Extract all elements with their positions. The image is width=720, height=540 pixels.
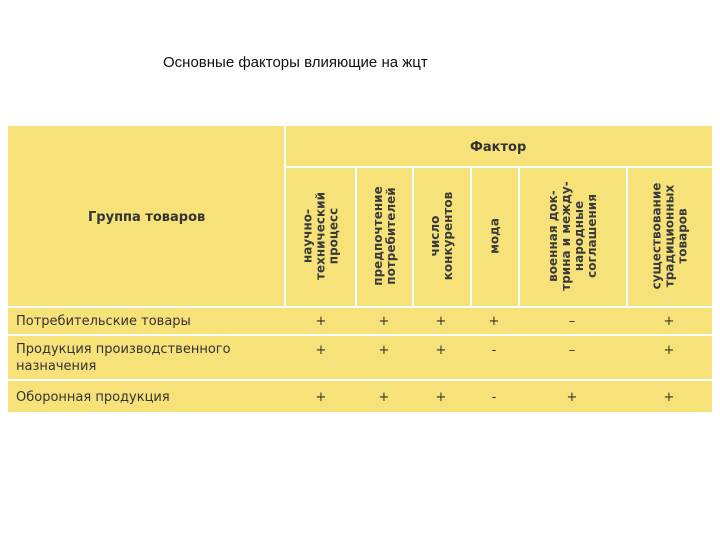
factor-header-cell (472, 166, 518, 306)
factor-mark: + (378, 390, 390, 405)
factor-header: Фактор (470, 140, 527, 155)
factor-mark: - (491, 390, 497, 405)
factor-mark: + (315, 343, 327, 358)
factor-label: военная док- трина и между- народные соглашения (546, 181, 599, 291)
row-label: Оборонная продукция (16, 390, 170, 405)
row-divider (8, 334, 712, 336)
factor-mark: + (378, 343, 390, 358)
factor-mark: + (435, 343, 447, 358)
factor-mark: – (568, 343, 576, 358)
factor-mark: + (435, 390, 447, 405)
header-bottom-line (8, 306, 712, 308)
factor-label: мода (487, 218, 502, 254)
group-header: Группа товаров (88, 210, 206, 225)
factor-label: существование традиционных товаров (649, 182, 690, 290)
factor-mark: + (435, 314, 447, 329)
factor-header-cell (357, 166, 412, 306)
factor-mark: + (488, 314, 500, 329)
factor-header-cell (520, 166, 626, 306)
factor-label: научно- технический процесс (300, 192, 340, 280)
factor-mark: + (315, 314, 327, 329)
factor-mark: + (663, 390, 675, 405)
factor-label: число конкурентов (428, 191, 455, 281)
factor-header-cell (414, 166, 470, 306)
factor-label: предпочтение потребителей (370, 186, 398, 286)
factor-mark: + (663, 314, 675, 329)
factor-header-cell (628, 166, 712, 306)
factor-mark: + (378, 314, 390, 329)
factors-table (8, 126, 712, 412)
row-label: Потребительские товары (16, 314, 191, 329)
slide-title: Основные факторы влияющие на жцт (163, 54, 428, 71)
factor-mark: + (315, 390, 327, 405)
factor-mark: + (663, 343, 675, 358)
factor-mark: + (566, 390, 578, 405)
row-divider (8, 379, 712, 381)
factor-mark: – (568, 314, 576, 329)
factor-mark: - (491, 343, 497, 358)
row-label: Продукция производственного назначения (16, 342, 231, 374)
factor-header-cell (286, 166, 355, 306)
